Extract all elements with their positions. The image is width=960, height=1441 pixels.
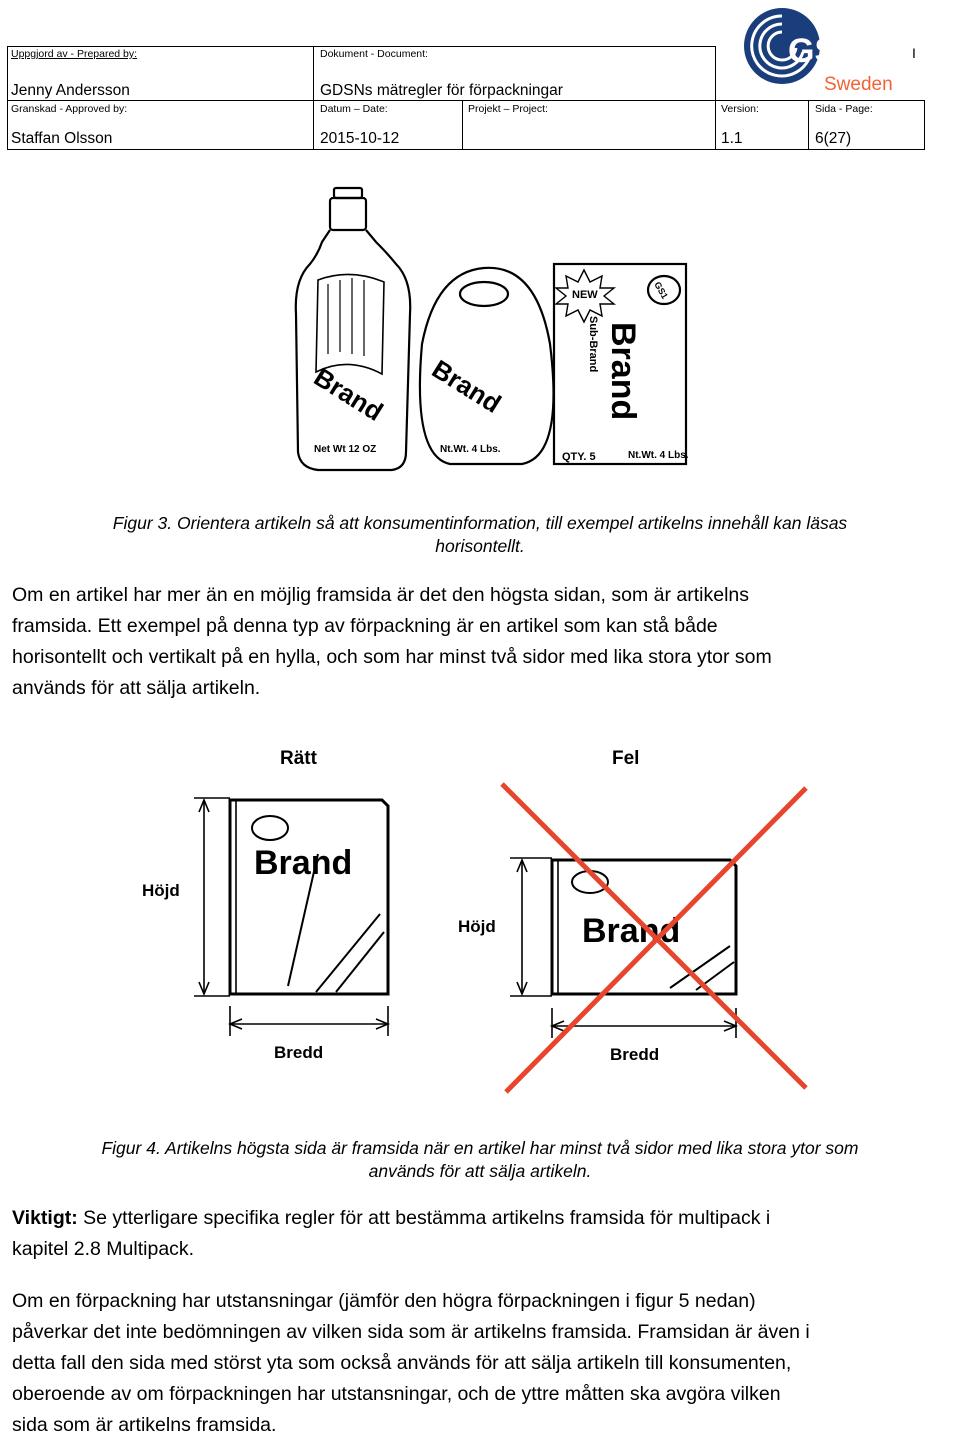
- figure-4-caption-line: Figur 4. Artikelns högsta sida är framsida när en artikel har minst två sidor med lika stora ytor som: [101, 1138, 859, 1158]
- document-label: Dokument - Document:: [320, 48, 428, 60]
- correct-title: Rätt: [280, 748, 317, 769]
- bottle-brand-text: Brand: [308, 361, 389, 427]
- wrong-orientation-diagram: [458, 748, 806, 1092]
- header-rule: [462, 100, 463, 150]
- pouch-weight-text: Nt.Wt. 4 Lbs.: [440, 444, 501, 455]
- figure-3-caption: [0, 512, 960, 558]
- important-text: Se ytterligare specifika regler för att bestämma artikelns framsida för multipack i: [77, 1207, 771, 1229]
- date-label: Datum – Date:: [320, 103, 388, 115]
- correct-orientation-diagram: [142, 748, 388, 1062]
- page-value: 6(27): [815, 130, 852, 147]
- gs1-logo: [740, 4, 900, 96]
- date-value: 2015-10-12: [320, 130, 400, 147]
- header-rule: [7, 149, 925, 150]
- gs1-logo-icon: [740, 4, 900, 96]
- box-weight-text: Nt.Wt. 4 Lbs.: [628, 450, 689, 461]
- header-rule: [715, 46, 716, 150]
- correct-height-label: Höjd: [142, 881, 180, 900]
- important-prefix: Viktigt:: [12, 1207, 78, 1229]
- page-label: Sida - Page:: [815, 103, 873, 115]
- corner-mark: I: [912, 45, 916, 61]
- box-gs1-text: GS1: [652, 280, 670, 301]
- prepared-by-label: Uppgjord av - Prepared by:: [11, 48, 138, 60]
- paragraph-line: horisontellt och vertikalt på en hylla, och som har minst två sidor med lika stora ytor som: [12, 646, 772, 668]
- logo-text: GS1: [788, 32, 857, 70]
- pouch-brand-text: Brand: [426, 353, 507, 419]
- figure-4-illustration: [130, 736, 830, 1096]
- header-rule: [7, 46, 8, 150]
- cross-line: [502, 784, 806, 1088]
- important-line: [12, 1203, 957, 1234]
- paragraph-line: oberoende av om förpackningen har utstansningar, och de yttre måtten ska avgöra vilken: [12, 1383, 781, 1405]
- header-rule: [7, 46, 715, 47]
- box-illustration: [554, 264, 689, 464]
- figure-3-caption-line: Figur 3. Orientera artikeln så att konsumentinformation, till exempel artikelns innehåll kan läsas: [112, 513, 848, 533]
- version-label: Version:: [721, 103, 759, 115]
- important-note: [12, 1203, 957, 1265]
- figure-3-caption-line: horisontellt.: [435, 536, 525, 556]
- paragraph-line: sida som är artikelns framsida.: [12, 1414, 277, 1436]
- box-new-text: NEW: [572, 289, 598, 301]
- paragraph-line: Om en artikel har mer än en möjlig framsida är det den högsta sidan, som är artikelns: [12, 584, 750, 606]
- header-rule: [7, 100, 925, 101]
- approved-by-label: Granskad - Approved by:: [11, 103, 128, 115]
- project-label: Projekt – Project:: [468, 103, 548, 115]
- figure-3-illustration: [288, 184, 698, 480]
- header-rule: [924, 100, 925, 150]
- header-rule: [313, 46, 314, 150]
- paragraph-line: påverkar det inte bedömningen av vilken sida som är artikelns framsida. Framsidan är även i: [12, 1321, 810, 1343]
- paragraph-line: framsida. Ett exempel på denna typ av förpackning är en artikel som kan stå både: [12, 615, 718, 637]
- box-brand-text: Brand: [604, 322, 642, 421]
- approved-by-value: Staffan Olsson: [11, 130, 113, 147]
- important-line: kapitel 2.8 Multipack.: [12, 1238, 195, 1260]
- wrong-width-label: Bredd: [610, 1045, 660, 1064]
- bottle-weight-text: Net Wt 12 OZ: [314, 444, 377, 455]
- logo-subtext: Sweden: [824, 74, 893, 95]
- paragraph-line: detta fall den sida med störst yta som också används för att sälja artikeln till konsumenten,: [12, 1352, 792, 1374]
- figure-4-caption: [0, 1137, 960, 1183]
- wrong-brand-text: Brand: [582, 912, 681, 950]
- figure-4-caption-line: används för att sälja artikeln.: [368, 1161, 592, 1181]
- document-value: GDSNs mätregler för förpackningar: [320, 82, 563, 99]
- wrong-height-label: Höjd: [458, 917, 496, 936]
- correct-brand-text: Brand: [254, 844, 353, 882]
- paragraph-front-side: [12, 580, 957, 704]
- paragraph-line: används för att sälja artikeln.: [12, 677, 261, 699]
- wrong-title: Fel: [612, 748, 640, 769]
- pouch-illustration: [420, 268, 554, 464]
- correct-width-label: Bredd: [274, 1043, 324, 1062]
- box-subbrand-text: Sub-Brand: [587, 316, 599, 373]
- paragraph-cutouts: [12, 1286, 957, 1441]
- paragraph-line: Om en förpackning har utstansningar (jämför den högra förpackningen i figur 5 nedan): [12, 1290, 756, 1312]
- version-value: 1.1: [721, 130, 743, 147]
- box-qty-text: QTY. 5: [562, 451, 596, 463]
- header-rule: [808, 100, 809, 150]
- bottle-illustration: [296, 188, 410, 470]
- prepared-by-value: Jenny Andersson: [11, 82, 130, 99]
